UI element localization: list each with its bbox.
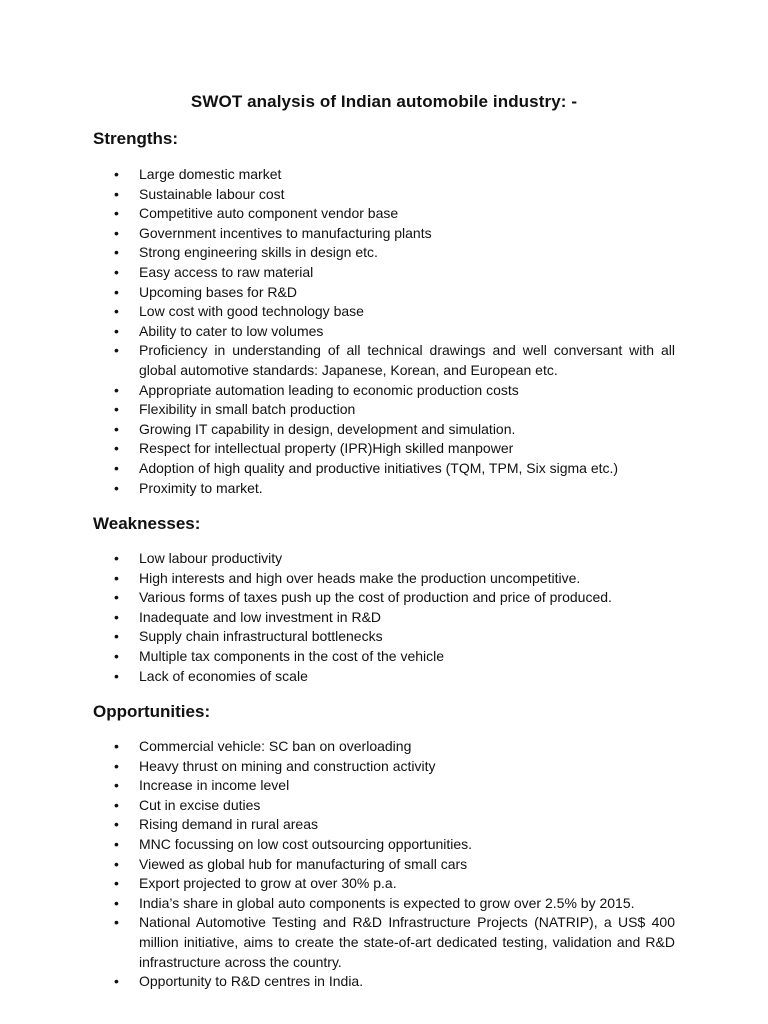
list-item-text: MNC focussing on low cost outsourcing opportunities. bbox=[139, 835, 473, 852]
bullet-icon: • bbox=[114, 205, 119, 222]
list-item bbox=[0, 185, 768, 205]
bullet-icon: • bbox=[114, 303, 119, 320]
list-item-text: Various forms of taxes push up the cost of production and price of produced. bbox=[139, 589, 612, 606]
bullet-icon: • bbox=[114, 894, 119, 911]
list-item-text: High interests and high over heads make the production uncompetitive. bbox=[139, 569, 581, 586]
bullet-icon: • bbox=[114, 589, 119, 606]
list-item-text: Strong engineering skills in design etc. bbox=[139, 244, 378, 261]
list-item bbox=[0, 569, 768, 589]
list-item bbox=[0, 737, 768, 757]
list-item bbox=[0, 263, 768, 283]
list-item bbox=[0, 796, 768, 816]
list-item-text: Growing IT capability in design, development and simulation. bbox=[139, 420, 516, 437]
list-item-text: Heavy thrust on mining and construction activity bbox=[139, 757, 436, 774]
list-item-text: Multiple tax components in the cost of the vehicle bbox=[139, 647, 445, 664]
bullet-icon: • bbox=[114, 569, 119, 586]
list-item bbox=[0, 302, 768, 322]
bullet-icon: • bbox=[114, 628, 119, 645]
list-item-text: Low labour productivity bbox=[139, 550, 283, 566]
list-item-text: Cut in excise duties bbox=[139, 796, 261, 813]
list-item-text: Respect for intellectual property (IPR)High skilled manpower bbox=[139, 440, 514, 457]
bullet-icon: • bbox=[114, 855, 119, 872]
bullet-icon: • bbox=[114, 224, 119, 241]
list-item bbox=[0, 204, 768, 224]
bullet-icon: • bbox=[114, 283, 119, 300]
bullet-icon: • bbox=[114, 263, 119, 280]
list-item-text: Easy access to raw material bbox=[139, 263, 314, 280]
list-item-text: Supply chain infrastructural bottlenecks bbox=[139, 628, 383, 645]
list-item-text: Ability to cater to low volumes bbox=[139, 322, 324, 339]
list-item bbox=[0, 913, 768, 972]
list-item bbox=[0, 588, 768, 608]
list-item bbox=[0, 667, 768, 687]
list-item-text: Appropriate automation leading to economic production costs bbox=[139, 381, 519, 398]
list-item bbox=[0, 627, 768, 647]
list-item bbox=[0, 835, 768, 855]
bullet-icon: • bbox=[114, 738, 119, 754]
list-item bbox=[0, 341, 768, 380]
bullet-icon: • bbox=[114, 608, 119, 625]
bullet-icon: • bbox=[114, 777, 119, 794]
list-item-text: Proficiency in understanding of all technical drawings and well conversant with all global automotive standards: Japanese, Korean, and European etc. bbox=[139, 342, 675, 378]
list-item-text: India’s share in global auto components is expected to grow over 2.5% by 2015. bbox=[139, 894, 635, 911]
opportunities-heading: Opportunities: bbox=[93, 702, 211, 721]
list-item bbox=[0, 776, 768, 796]
list-item-text: Export projected to grow at over 30% p.a. bbox=[139, 875, 397, 892]
list-item-text: Rising demand in rural areas bbox=[139, 816, 318, 833]
list-item bbox=[0, 165, 768, 185]
bullet-icon: • bbox=[114, 401, 119, 418]
bullet-icon: • bbox=[114, 166, 119, 182]
bullet-icon: • bbox=[114, 244, 119, 261]
list-item-text: Viewed as global hub for manufacturing of small cars bbox=[139, 855, 468, 872]
bullet-icon: • bbox=[114, 796, 119, 813]
bullet-icon: • bbox=[114, 914, 119, 931]
bullet-icon: • bbox=[114, 757, 119, 774]
list-item-text: Inadequate and low investment in R&D bbox=[139, 608, 382, 625]
list-item-text: National Automotive Testing and R&D Infrastructure Projects (NATRIP), a US$ 400 million initiative, aims to create the state-of-art dedicated testing, validation and R&D infrastructure across the country. bbox=[139, 914, 675, 970]
list-item bbox=[0, 647, 768, 667]
list-item bbox=[0, 224, 768, 244]
list-item-text: Government incentives to manufacturing plants bbox=[139, 224, 432, 241]
list-item bbox=[0, 381, 768, 401]
list-item-text: Lack of economies of scale bbox=[139, 667, 308, 684]
list-item bbox=[0, 439, 768, 459]
list-item-text: Upcoming bases for R&D bbox=[139, 283, 297, 300]
list-item bbox=[0, 874, 768, 894]
list-item-text: Low cost with good technology base bbox=[139, 303, 364, 320]
list-item bbox=[0, 283, 768, 303]
list-item bbox=[0, 855, 768, 875]
list-item-text: Increase in income level bbox=[139, 777, 290, 794]
bullet-icon: • bbox=[114, 550, 119, 566]
bullet-icon: • bbox=[114, 479, 119, 496]
weaknesses-heading: Weaknesses: bbox=[93, 514, 201, 533]
list-item bbox=[0, 420, 768, 440]
strengths-list bbox=[0, 165, 768, 498]
list-item-text: Opportunity to R&D centres in India. bbox=[139, 973, 364, 990]
list-item bbox=[0, 479, 768, 499]
opportunities-list bbox=[0, 737, 768, 992]
bullet-icon: • bbox=[114, 835, 119, 852]
list-item bbox=[0, 972, 768, 992]
bullet-icon: • bbox=[114, 381, 119, 398]
list-item bbox=[0, 322, 768, 342]
weaknesses-list bbox=[0, 549, 768, 686]
bullet-icon: • bbox=[114, 185, 119, 202]
bullet-icon: • bbox=[114, 816, 119, 833]
bullet-icon: • bbox=[114, 459, 119, 476]
list-item bbox=[0, 757, 768, 777]
list-item bbox=[0, 894, 768, 914]
document-title: SWOT analysis of Indian automobile industry: - bbox=[190, 92, 578, 111]
list-item bbox=[0, 549, 768, 569]
bullet-icon: • bbox=[114, 875, 119, 892]
bullet-icon: • bbox=[114, 440, 119, 457]
list-item-text: Flexibility in small batch production bbox=[139, 401, 356, 418]
bullet-icon: • bbox=[114, 420, 119, 437]
list-item-text: Adoption of high quality and productive initiatives (TQM, TPM, Six sigma etc.) bbox=[139, 459, 619, 476]
bullet-icon: • bbox=[114, 342, 119, 359]
list-item-text: Commercial vehicle: SC ban on overloading bbox=[139, 738, 412, 754]
list-item bbox=[0, 400, 768, 420]
bullet-icon: • bbox=[114, 322, 119, 339]
list-item bbox=[0, 815, 768, 835]
list-item bbox=[0, 459, 768, 479]
list-item bbox=[0, 608, 768, 628]
list-item-text: Large domestic market bbox=[139, 166, 282, 182]
strengths-heading: Strengths: bbox=[93, 129, 178, 148]
list-item-text: Sustainable labour cost bbox=[139, 185, 285, 202]
list-item-text: Competitive auto component vendor base bbox=[139, 205, 399, 222]
list-item-text: Proximity to market. bbox=[139, 479, 263, 496]
bullet-icon: • bbox=[114, 667, 119, 684]
list-item bbox=[0, 243, 768, 263]
bullet-icon: • bbox=[114, 973, 119, 990]
bullet-icon: • bbox=[114, 647, 119, 664]
